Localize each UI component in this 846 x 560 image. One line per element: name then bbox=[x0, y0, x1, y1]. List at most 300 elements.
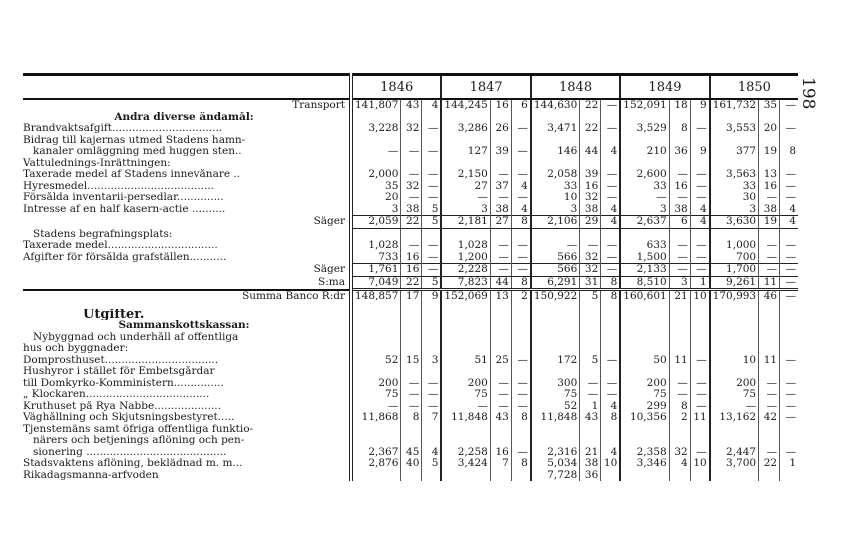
cell-1850-riksdaler: 10 bbox=[710, 355, 759, 367]
cell-1849-runstycken: 4 bbox=[690, 216, 710, 229]
cell-1850-runstycken: — bbox=[780, 192, 799, 204]
page-number: 198 bbox=[798, 77, 818, 110]
cell-1847-skilling: 7 bbox=[490, 458, 511, 470]
ledger-row bbox=[23, 435, 798, 447]
ledger-row bbox=[23, 343, 798, 355]
ledger-row bbox=[23, 355, 798, 367]
year-1847: 1847 bbox=[441, 75, 530, 100]
cell-1846-runstycken: — bbox=[422, 146, 442, 158]
cell-1849-riksdaler: 33 bbox=[620, 181, 669, 193]
row-label: Hushyror i stället för Embetsgårdar bbox=[23, 366, 215, 378]
cell-1846-skilling: — bbox=[401, 192, 422, 204]
cell-1849-riksdaler: 2,600 bbox=[620, 169, 669, 181]
cell-1847-runstycken: 4 bbox=[511, 204, 531, 216]
cell-1850-riksdaler: 13,162 bbox=[710, 412, 759, 424]
cell-1850-runstycken bbox=[780, 320, 799, 332]
cell-1849-skilling: 6 bbox=[669, 216, 690, 229]
cell-1847-runstycken: — bbox=[511, 378, 531, 390]
ledger-row bbox=[23, 240, 798, 252]
cell-1847-riksdaler: — bbox=[441, 192, 490, 204]
cell-1846-riksdaler: 1,028 bbox=[351, 240, 401, 252]
cell-1849-runstycken: — bbox=[690, 401, 710, 413]
cell-1846-skilling bbox=[401, 320, 422, 332]
cell-1848-riksdaler: 144,630 bbox=[531, 99, 580, 112]
cell-1850-runstycken: — bbox=[780, 412, 799, 424]
year-1846: 1846 bbox=[351, 75, 441, 100]
cell-1846-runstycken: — bbox=[422, 181, 442, 193]
cell-1848-riksdaler bbox=[531, 332, 580, 344]
cell-1850-riksdaler: 3 bbox=[710, 204, 759, 216]
cell-1846-riksdaler: 20 bbox=[351, 192, 401, 204]
cell-1850-skilling: 46 bbox=[759, 290, 780, 303]
cell-1846-riksdaler bbox=[351, 435, 401, 447]
cell-1846-runstycken: 7 bbox=[422, 412, 442, 424]
cell-1848-runstycken: 4 bbox=[601, 204, 621, 216]
cell-1847-skilling bbox=[490, 332, 511, 344]
cell-1850-runstycken bbox=[780, 158, 799, 170]
cell-1850-riksdaler bbox=[710, 343, 759, 355]
cell-1850-skilling: — bbox=[759, 264, 780, 277]
cell-1846-runstycken bbox=[422, 435, 442, 447]
cell-1848-skilling: 31 bbox=[580, 276, 601, 290]
cell-1850-runstycken: — bbox=[780, 264, 799, 277]
cell-1847-runstycken bbox=[511, 309, 531, 321]
cell-1847-runstycken bbox=[511, 470, 531, 482]
cell-1847-riksdaler bbox=[441, 435, 490, 447]
cell-1850-skilling bbox=[759, 228, 780, 240]
row-label: Kruthuset på Rya Nabbe.................... bbox=[23, 400, 221, 412]
ledger-row bbox=[23, 389, 798, 401]
cell-1849-riksdaler: 200 bbox=[620, 378, 669, 390]
cell-1846-riksdaler bbox=[351, 309, 401, 321]
cell-1848-riksdaler: 2,316 bbox=[531, 447, 580, 459]
cell-1846-riksdaler: 2,059 bbox=[351, 216, 401, 229]
cell-1846-skilling: 22 bbox=[401, 216, 422, 229]
cell-1848-riksdaler bbox=[531, 112, 580, 124]
cell-1848-runstycken: 8 bbox=[601, 276, 621, 290]
cell-1846-riksdaler bbox=[351, 135, 401, 147]
ledger-row bbox=[23, 135, 798, 147]
cell-1850-skilling: 11 bbox=[759, 355, 780, 367]
cell-1850-runstycken bbox=[780, 309, 799, 321]
cell-1849-runstycken: — bbox=[690, 169, 710, 181]
cell-1848-skilling: 1 bbox=[580, 401, 601, 413]
cell-1847-skilling bbox=[490, 309, 511, 321]
cell-1847-riksdaler: 3 bbox=[441, 204, 490, 216]
cell-1847-runstycken: 8 bbox=[511, 216, 531, 229]
cell-1849-skilling: 11 bbox=[669, 355, 690, 367]
cell-1846-skilling: 15 bbox=[401, 355, 422, 367]
row-label: Sammanskottskassan: bbox=[118, 320, 250, 332]
cell-1848-riksdaler bbox=[531, 435, 580, 447]
cell-1847-riksdaler: 3,424 bbox=[441, 458, 490, 470]
cell-1847-riksdaler: 144,245 bbox=[441, 99, 490, 112]
cell-1847-runstycken bbox=[511, 366, 531, 378]
cell-1846-runstycken bbox=[422, 332, 442, 344]
cell-1848-riksdaler bbox=[531, 424, 580, 436]
cell-1848-riksdaler: — bbox=[531, 240, 580, 252]
cell-1847-runstycken: — bbox=[511, 264, 531, 277]
cell-1847-riksdaler: — bbox=[441, 401, 490, 413]
cell-1848-skilling bbox=[580, 343, 601, 355]
cell-1849-riksdaler: 2,133 bbox=[620, 264, 669, 277]
row-label: sionering .......................................... bbox=[33, 446, 227, 458]
cell-1847-skilling: 26 bbox=[490, 123, 511, 135]
cell-1847-runstycken bbox=[511, 343, 531, 355]
row-label: Summa Banco R:dr bbox=[23, 290, 351, 303]
cell-1848-runstycken: 4 bbox=[601, 146, 621, 158]
cell-1847-riksdaler bbox=[441, 112, 490, 124]
cell-1849-skilling: — bbox=[669, 389, 690, 401]
cell-1850-riksdaler: 2,447 bbox=[710, 447, 759, 459]
cell-1850-riksdaler: 377 bbox=[710, 146, 759, 158]
cell-1847-runstycken: — bbox=[511, 240, 531, 252]
cell-1848-skilling: 5 bbox=[580, 290, 601, 303]
ledger-body bbox=[23, 75, 798, 482]
cell-1849-skilling bbox=[669, 320, 690, 332]
cell-1848-runstycken: — bbox=[601, 389, 621, 401]
ledger-row bbox=[23, 401, 798, 413]
cell-1849-skilling bbox=[669, 332, 690, 344]
cell-1850-skilling bbox=[759, 470, 780, 482]
cell-1848-skilling: 32 bbox=[580, 192, 601, 204]
cell-1848-runstycken bbox=[601, 158, 621, 170]
cell-1847-runstycken bbox=[511, 228, 531, 240]
year-1850: 1850 bbox=[710, 75, 798, 100]
ledger-row bbox=[23, 169, 798, 181]
cell-1848-runstycken: — bbox=[601, 264, 621, 277]
cell-1846-skilling: — bbox=[401, 401, 422, 413]
cell-1850-runstycken: 1 bbox=[780, 458, 799, 470]
cell-1846-skilling: 32 bbox=[401, 181, 422, 193]
cell-1849-skilling: 4 bbox=[669, 458, 690, 470]
cell-1846-runstycken: 4 bbox=[422, 99, 442, 112]
cell-1848-runstycken bbox=[601, 309, 621, 321]
cell-1849-skilling bbox=[669, 470, 690, 482]
cell-1847-runstycken: — bbox=[511, 252, 531, 264]
cell-1847-skilling: — bbox=[490, 401, 511, 413]
cell-1848-skilling: 16 bbox=[580, 181, 601, 193]
cell-1846-runstycken bbox=[422, 135, 442, 147]
cell-1846-skilling bbox=[401, 332, 422, 344]
cell-1850-skilling: — bbox=[759, 378, 780, 390]
cell-1850-runstycken bbox=[780, 366, 799, 378]
cell-1846-runstycken bbox=[422, 309, 442, 321]
cell-1850-skilling: — bbox=[759, 447, 780, 459]
cell-1850-skilling: 19 bbox=[759, 146, 780, 158]
cell-1847-runstycken: — bbox=[511, 447, 531, 459]
cell-1847-runstycken bbox=[511, 320, 531, 332]
cell-1849-skilling bbox=[669, 112, 690, 124]
cell-1848-runstycken: — bbox=[601, 240, 621, 252]
cell-1849-runstycken bbox=[690, 112, 710, 124]
cell-1849-skilling: 32 bbox=[669, 447, 690, 459]
cell-1849-riksdaler: 8,510 bbox=[620, 276, 669, 290]
cell-1847-runstycken: — bbox=[511, 192, 531, 204]
cell-1850-skilling: — bbox=[759, 252, 780, 264]
cell-1847-skilling: 39 bbox=[490, 146, 511, 158]
cell-1850-runstycken: — bbox=[780, 99, 799, 112]
cell-1849-runstycken bbox=[690, 435, 710, 447]
cell-1847-runstycken: — bbox=[511, 146, 531, 158]
cell-1849-skilling: — bbox=[669, 169, 690, 181]
cell-1848-skilling: 22 bbox=[580, 123, 601, 135]
cell-1848-skilling bbox=[580, 158, 601, 170]
cell-1848-skilling bbox=[580, 332, 601, 344]
cell-1848-skilling: 38 bbox=[580, 204, 601, 216]
cell-1847-riksdaler bbox=[441, 332, 490, 344]
cell-1849-runstycken: — bbox=[690, 123, 710, 135]
row-label: Transport bbox=[292, 99, 345, 112]
cell-1848-skilling: 39 bbox=[580, 169, 601, 181]
cell-1848-skilling: 29 bbox=[580, 216, 601, 229]
cell-1848-runstycken bbox=[601, 135, 621, 147]
cell-1850-skilling bbox=[759, 158, 780, 170]
cell-1849-skilling: 2 bbox=[669, 412, 690, 424]
cell-1850-riksdaler bbox=[710, 424, 759, 436]
cell-1848-runstycken: — bbox=[601, 123, 621, 135]
cell-1848-skilling bbox=[580, 228, 601, 240]
cell-1846-riksdaler: 2,000 bbox=[351, 169, 401, 181]
cell-1848-runstycken bbox=[601, 112, 621, 124]
ledger-row bbox=[23, 458, 798, 470]
cell-1847-runstycken: — bbox=[511, 169, 531, 181]
cell-1846-riksdaler: 148,857 bbox=[351, 290, 401, 303]
cell-1848-skilling: — bbox=[580, 389, 601, 401]
cell-1848-runstycken: 4 bbox=[601, 216, 621, 229]
cell-1849-riksdaler: 3,529 bbox=[620, 123, 669, 135]
cell-1850-riksdaler: 1,700 bbox=[710, 264, 759, 277]
cell-1846-riksdaler: 2,876 bbox=[351, 458, 401, 470]
cell-1848-runstycken: 10 bbox=[601, 458, 621, 470]
row-label: Rikadagsmanna-arfvoden bbox=[23, 469, 159, 481]
cell-1847-riksdaler: 3,286 bbox=[441, 123, 490, 135]
cell-1847-skilling bbox=[490, 470, 511, 482]
cell-1848-riksdaler: 566 bbox=[531, 264, 580, 277]
header-blank bbox=[23, 75, 351, 100]
cell-1849-runstycken: 10 bbox=[690, 290, 710, 303]
cell-1849-riksdaler: 299 bbox=[620, 401, 669, 413]
row-label: närers och betjenings aflöning och pen- bbox=[33, 435, 245, 447]
cell-1846-riksdaler bbox=[351, 320, 401, 332]
cell-1846-runstycken bbox=[422, 366, 442, 378]
cell-1846-skilling bbox=[401, 228, 422, 240]
cell-1849-skilling: 21 bbox=[669, 290, 690, 303]
cell-1849-runstycken: — bbox=[690, 264, 710, 277]
cell-1847-skilling: — bbox=[490, 240, 511, 252]
cell-1849-runstycken: 1 bbox=[690, 276, 710, 290]
cell-1848-runstycken: — bbox=[601, 378, 621, 390]
cell-1846-riksdaler bbox=[351, 228, 401, 240]
cell-1847-riksdaler bbox=[441, 309, 490, 321]
row-label: Säger bbox=[313, 215, 345, 228]
cell-1848-skilling bbox=[580, 320, 601, 332]
cell-1850-riksdaler: 1,000 bbox=[710, 240, 759, 252]
cell-1846-riksdaler: 7,049 bbox=[351, 276, 401, 290]
cell-1846-skilling: — bbox=[401, 169, 422, 181]
row-label: Stadens begrafningsplats: bbox=[33, 228, 173, 240]
cell-1849-riksdaler: 75 bbox=[620, 389, 669, 401]
cell-1847-skilling: 16 bbox=[490, 99, 511, 112]
row-label: Utgifter. bbox=[83, 308, 145, 320]
cell-1847-riksdaler bbox=[441, 343, 490, 355]
cell-1849-runstycken: 9 bbox=[690, 99, 710, 112]
row-label: S:ma bbox=[318, 276, 345, 288]
cell-1846-runstycken: — bbox=[422, 264, 442, 277]
cell-1848-skilling bbox=[580, 135, 601, 147]
cell-1849-riksdaler bbox=[620, 424, 669, 436]
cell-1849-runstycken: 10 bbox=[690, 458, 710, 470]
cell-1846-skilling: 38 bbox=[401, 204, 422, 216]
row-label: Väghållning och Skjutsningsbestyret..... bbox=[23, 412, 235, 424]
cell-1847-runstycken: 8 bbox=[511, 458, 531, 470]
cell-1850-riksdaler bbox=[710, 135, 759, 147]
row-label: Hyresmedel...................................... bbox=[23, 180, 215, 192]
cell-1850-skilling bbox=[759, 332, 780, 344]
cell-1850-riksdaler bbox=[710, 228, 759, 240]
cell-1847-runstycken: — bbox=[511, 389, 531, 401]
ledger-row bbox=[23, 309, 798, 321]
cell-1850-skilling bbox=[759, 309, 780, 321]
cell-1849-riksdaler: 3 bbox=[620, 204, 669, 216]
cell-1846-runstycken: — bbox=[422, 169, 442, 181]
row-label: kanaler omläggning med huggen sten.. bbox=[33, 146, 242, 158]
cell-1848-riksdaler bbox=[531, 135, 580, 147]
ledger-row bbox=[23, 252, 798, 264]
ledger-row bbox=[23, 290, 798, 303]
cell-1849-riksdaler bbox=[620, 320, 669, 332]
cell-1850-runstycken bbox=[780, 470, 799, 482]
cell-1846-skilling bbox=[401, 135, 422, 147]
cell-1847-skilling: 27 bbox=[490, 216, 511, 229]
cell-1849-runstycken bbox=[690, 158, 710, 170]
cell-1849-runstycken: — bbox=[690, 355, 710, 367]
cell-1846-runstycken bbox=[422, 424, 442, 436]
cell-1847-riksdaler: 1,200 bbox=[441, 252, 490, 264]
cell-1846-riksdaler bbox=[351, 470, 401, 482]
cell-1848-runstycken bbox=[601, 470, 621, 482]
cell-1849-riksdaler: 2,637 bbox=[620, 216, 669, 229]
cell-1850-skilling bbox=[759, 366, 780, 378]
cell-1847-runstycken bbox=[511, 435, 531, 447]
cell-1848-runstycken bbox=[601, 343, 621, 355]
cell-1849-skilling: — bbox=[669, 252, 690, 264]
cell-1850-riksdaler: 161,732 bbox=[710, 99, 759, 112]
row-label: Stadsvaktens aflöning, beklädnad m. m... bbox=[23, 458, 243, 470]
cell-1849-riksdaler: 210 bbox=[620, 146, 669, 158]
cell-1848-skilling: 44 bbox=[580, 146, 601, 158]
cell-1848-runstycken: 8 bbox=[601, 412, 621, 424]
cell-1848-skilling: 32 bbox=[580, 264, 601, 277]
cell-1849-skilling: 8 bbox=[669, 123, 690, 135]
cell-1849-runstycken: 9 bbox=[690, 146, 710, 158]
cell-1850-runstycken: — bbox=[780, 123, 799, 135]
ledger-table bbox=[23, 73, 798, 481]
cell-1849-runstycken bbox=[690, 135, 710, 147]
cell-1849-riksdaler bbox=[620, 158, 669, 170]
cell-1848-riksdaler: 2,058 bbox=[531, 169, 580, 181]
cell-1849-riksdaler: 1,500 bbox=[620, 252, 669, 264]
cell-1848-riksdaler: 3 bbox=[531, 204, 580, 216]
cell-1847-skilling bbox=[490, 320, 511, 332]
cell-1846-skilling: — bbox=[401, 146, 422, 158]
cell-1846-runstycken bbox=[422, 228, 442, 240]
cell-1847-riksdaler: 152,069 bbox=[441, 290, 490, 303]
cell-1849-runstycken: 11 bbox=[690, 412, 710, 424]
cell-1850-skilling bbox=[759, 320, 780, 332]
cell-1849-riksdaler: 160,601 bbox=[620, 290, 669, 303]
cell-1848-riksdaler: 75 bbox=[531, 389, 580, 401]
cell-1850-runstycken: 8 bbox=[780, 146, 799, 158]
ledger-row bbox=[23, 181, 798, 193]
cell-1848-riksdaler: 10 bbox=[531, 192, 580, 204]
cell-1847-skilling: 44 bbox=[490, 276, 511, 290]
ledger-row bbox=[23, 192, 798, 204]
row-label: Försålda inventarii-persedlar.............. bbox=[23, 192, 224, 204]
cell-1847-runstycken: 8 bbox=[511, 276, 531, 290]
ledger-row bbox=[23, 216, 798, 229]
row-label: Intresse af en half kasern-actie .......... bbox=[23, 203, 226, 215]
cell-1849-runstycken: — bbox=[690, 447, 710, 459]
cell-1850-runstycken bbox=[780, 343, 799, 355]
cell-1850-riksdaler bbox=[710, 366, 759, 378]
cell-1849-skilling bbox=[669, 309, 690, 321]
cell-1850-runstycken: — bbox=[780, 355, 799, 367]
cell-1846-riksdaler bbox=[351, 424, 401, 436]
cell-1847-riksdaler: 127 bbox=[441, 146, 490, 158]
cell-1849-riksdaler: 10,356 bbox=[620, 412, 669, 424]
cell-1846-riksdaler: — bbox=[351, 401, 401, 413]
cell-1846-riksdaler bbox=[351, 332, 401, 344]
cell-1848-skilling bbox=[580, 435, 601, 447]
cell-1846-skilling bbox=[401, 435, 422, 447]
cell-1850-riksdaler: 30 bbox=[710, 192, 759, 204]
cell-1846-riksdaler: 3 bbox=[351, 204, 401, 216]
cell-1849-skilling bbox=[669, 135, 690, 147]
cell-1849-runstycken: 4 bbox=[690, 204, 710, 216]
cell-1846-runstycken: 5 bbox=[422, 276, 442, 290]
cell-1848-skilling: 22 bbox=[580, 99, 601, 112]
cell-1848-riksdaler: 52 bbox=[531, 401, 580, 413]
cell-1850-riksdaler bbox=[710, 112, 759, 124]
cell-1846-riksdaler bbox=[351, 366, 401, 378]
cell-1847-skilling: 43 bbox=[490, 412, 511, 424]
cell-1850-skilling: 16 bbox=[759, 181, 780, 193]
cell-1849-runstycken bbox=[690, 470, 710, 482]
cell-1848-riksdaler: 2,106 bbox=[531, 216, 580, 229]
ledger-row bbox=[23, 204, 798, 216]
cell-1849-riksdaler: 633 bbox=[620, 240, 669, 252]
cell-1849-skilling: 8 bbox=[669, 401, 690, 413]
ledger-row bbox=[23, 412, 798, 424]
ledger-row bbox=[23, 146, 798, 158]
cell-1848-runstycken bbox=[601, 228, 621, 240]
row-label: Brandvaktsafgift................................. bbox=[23, 123, 223, 135]
cell-1850-runstycken: — bbox=[780, 290, 799, 303]
cell-1846-skilling: 8 bbox=[401, 412, 422, 424]
cell-1848-riksdaler: 172 bbox=[531, 355, 580, 367]
cell-1849-skilling bbox=[669, 424, 690, 436]
cell-1846-skilling bbox=[401, 309, 422, 321]
cell-1849-runstycken: — bbox=[690, 181, 710, 193]
cell-1847-riksdaler: 1,028 bbox=[441, 240, 490, 252]
cell-1847-riksdaler bbox=[441, 135, 490, 147]
cell-1846-runstycken bbox=[422, 158, 442, 170]
cell-1848-riksdaler bbox=[531, 343, 580, 355]
cell-1850-runstycken bbox=[780, 435, 799, 447]
cell-1847-riksdaler bbox=[441, 228, 490, 240]
cell-1849-riksdaler: 152,091 bbox=[620, 99, 669, 112]
